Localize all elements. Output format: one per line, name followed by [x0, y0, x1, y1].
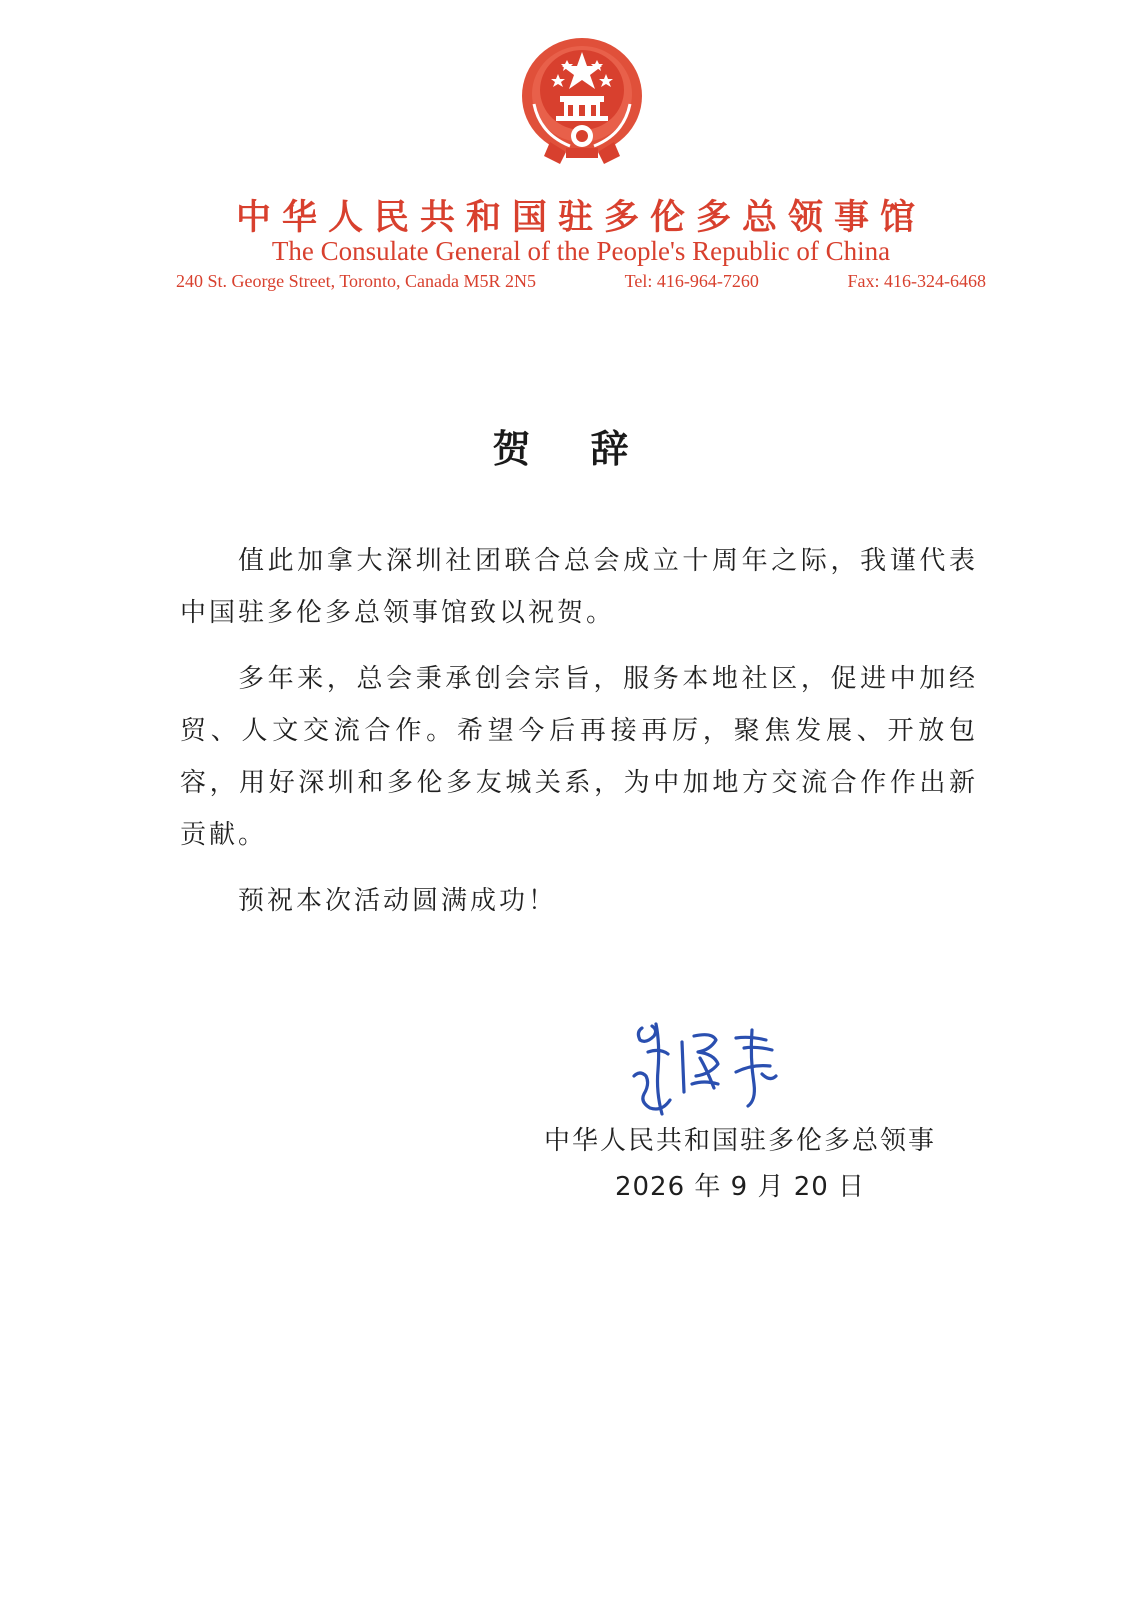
tel-text: Tel: 416-964-7260 — [624, 271, 759, 291]
letter-title: 贺辞 — [492, 427, 689, 471]
consulate-name-english: The Consulate General of the People's Republic of China — [271, 236, 891, 266]
national-emblem-icon — [520, 34, 644, 166]
signature-block — [520, 1118, 960, 1210]
paragraph: 多年来，总会秉承创会宗旨，服务本地社区，促进中加经贸、人文交流合作。希望今后再接再厉，聚焦发展、开放包容，用好深圳和多伦多友城关系，为中加地方交流合作作出新贡献。 — [180, 664, 978, 850]
letter-date: 2026 年 9 月 20 日 — [614, 1172, 866, 1202]
consulate-name-chinese: 中华人民共和国驻多伦多总领事馆 — [235, 198, 926, 238]
handwritten-signature-icon — [620, 1014, 790, 1122]
contact-line — [176, 271, 986, 292]
signer-title: 中华人民共和国驻多伦多总领事 — [543, 1126, 936, 1156]
address-text: 240 St. George Street, Toronto, Canada M5R 2N5 — [176, 271, 537, 291]
letter-body — [180, 535, 978, 941]
fax-text: Fax: 416-324-6468 — [847, 271, 986, 291]
paragraph: 值此加拿大深圳社团联合总会成立十周年之际，我谨代表中国驻多伦多总领事馆致以祝贺。 — [180, 546, 978, 628]
paragraph: 预祝本次活动圆满成功！ — [238, 886, 558, 916]
